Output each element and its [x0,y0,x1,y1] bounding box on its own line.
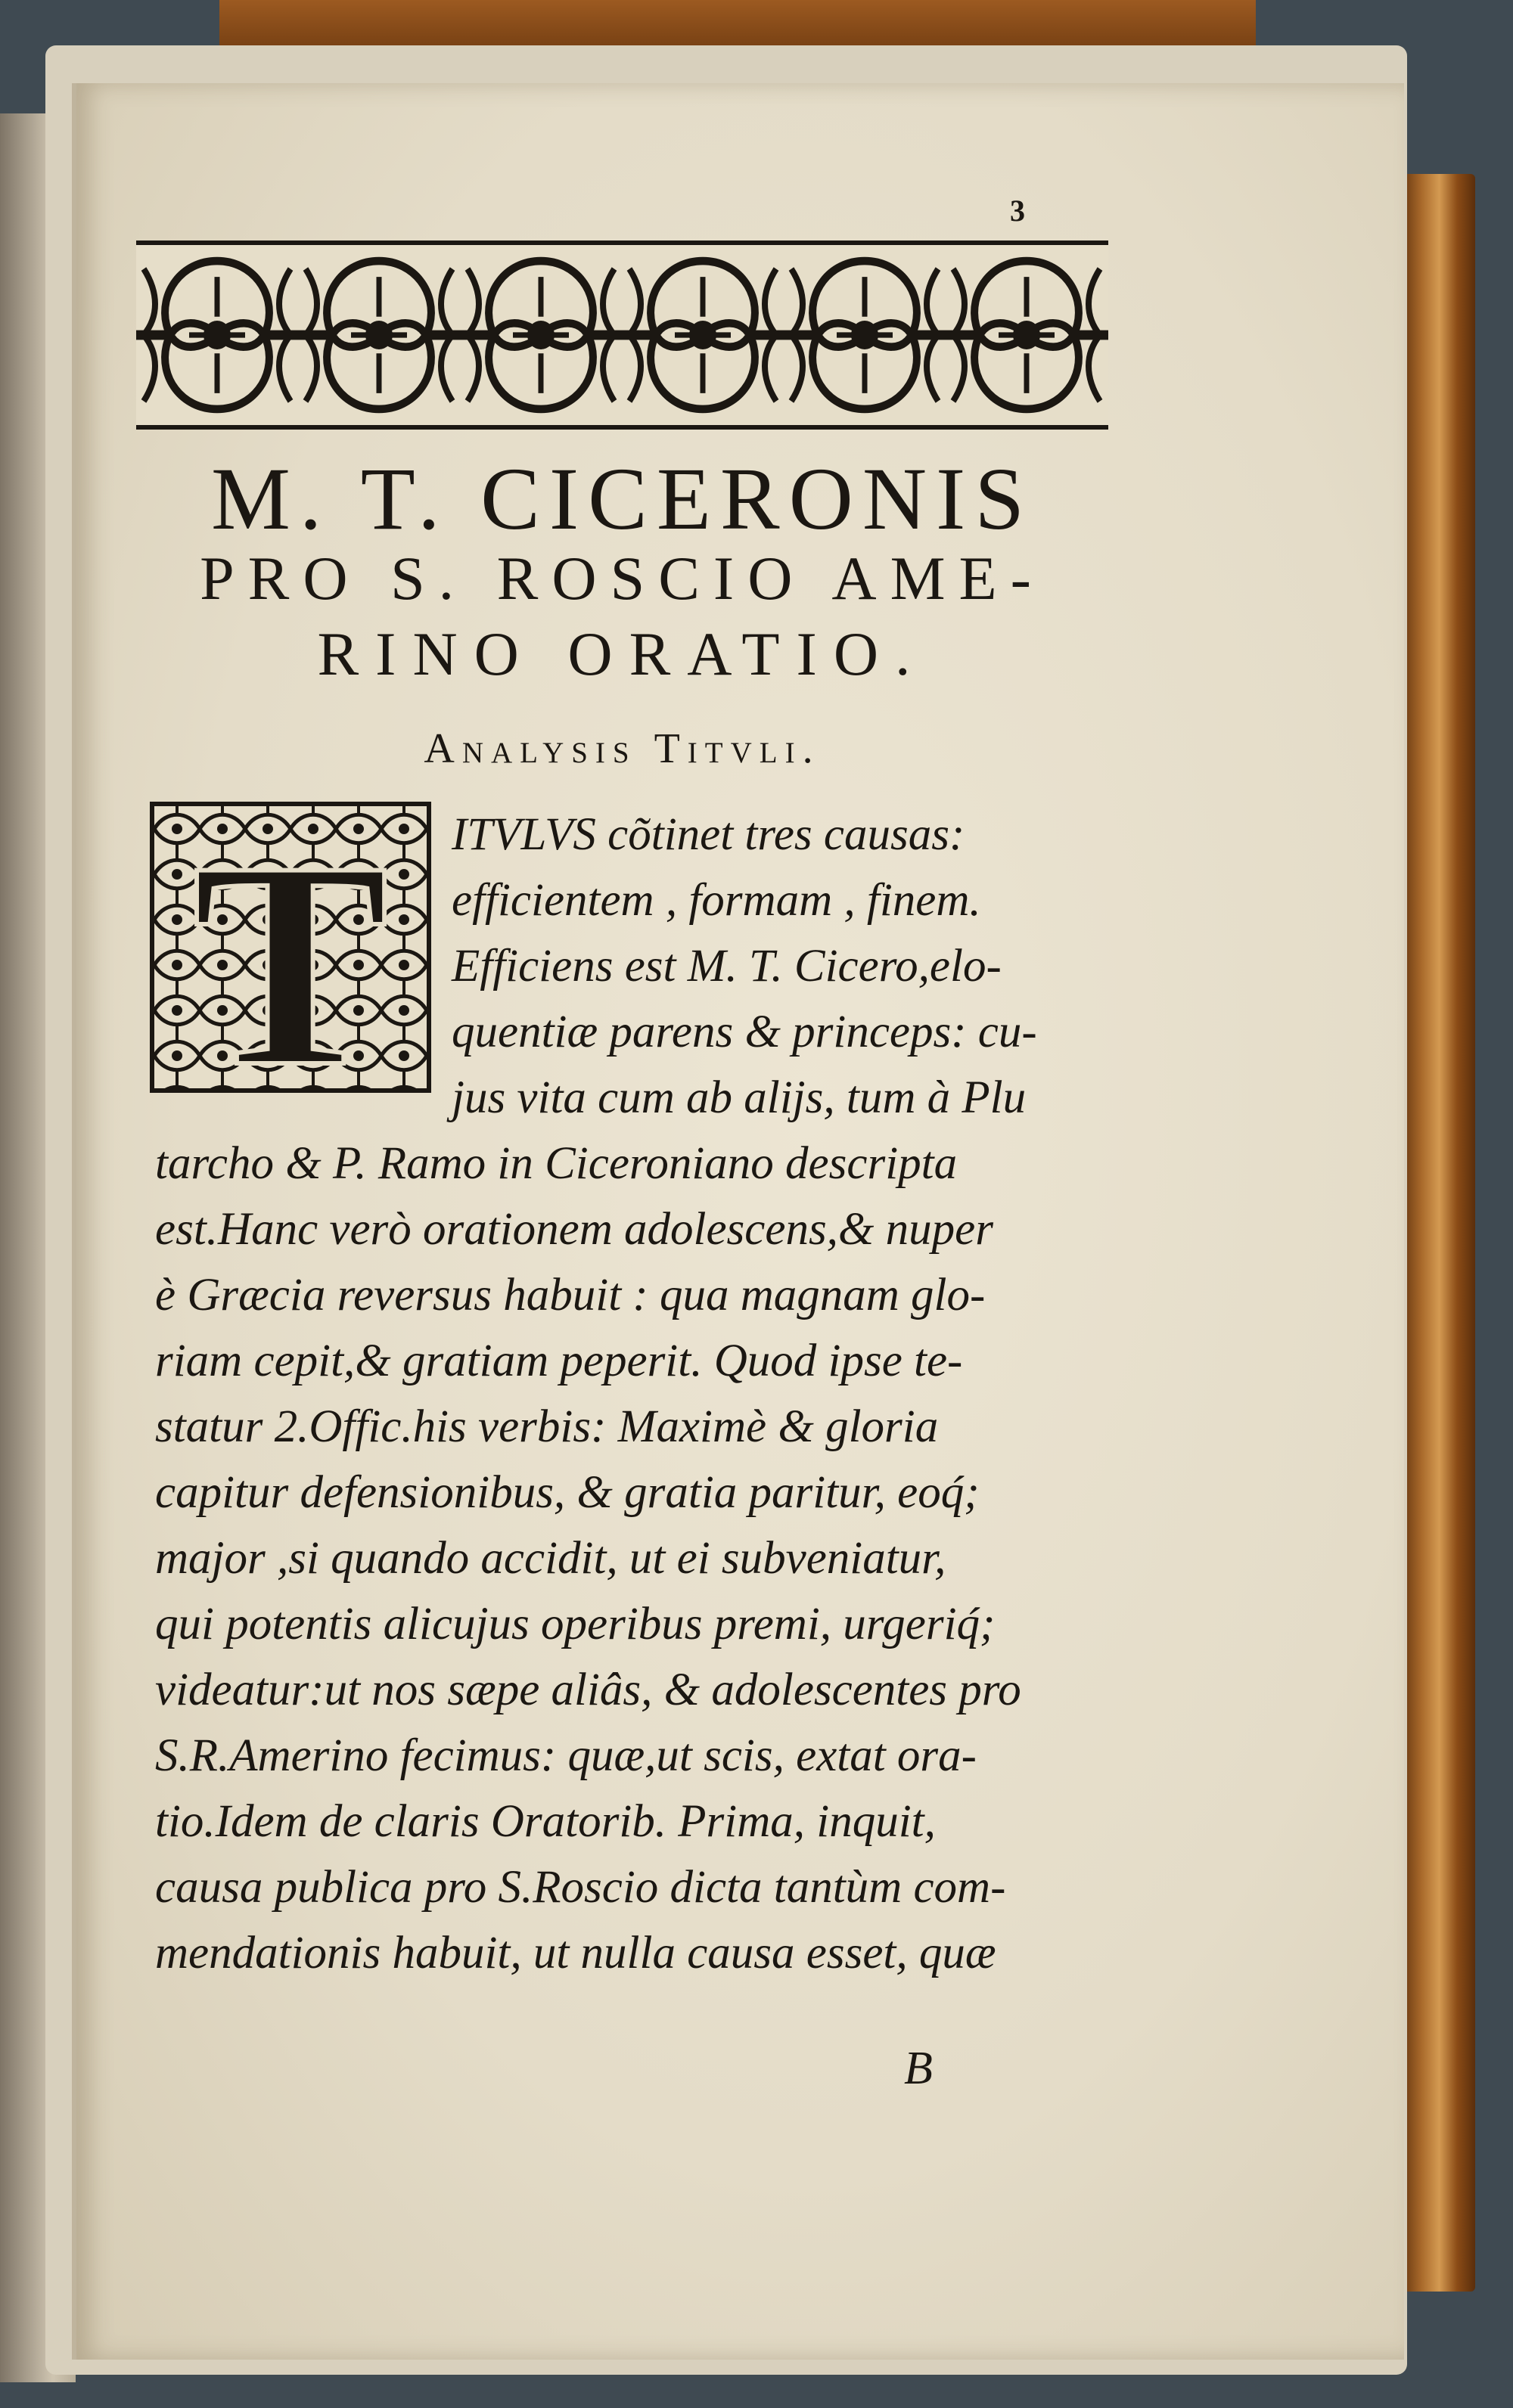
book-cover-right-edge [1403,174,1475,2292]
section-heading: Analysis Titvli. [424,725,821,772]
text-line: mendationis habuit, ut nulla causa esset, quæ [155,1928,996,1978]
ornament-pattern [136,245,1108,425]
text-line: S.R.Amerino fecimus: quæ,ut scis, extat ora- [155,1730,977,1781]
text-line: tarcho & P. Ramo in Ciceroniano descripta [155,1138,958,1189]
headpiece-ornament [136,240,1108,430]
title-line-2: PRO S. ROSCIO AME- [200,544,1045,613]
text-line: causa publica pro S.Roscio dicta tantùm com- [155,1862,1006,1913]
text-line: statur 2.Offic.his verbis: Maximè & gloria [155,1401,939,1452]
catchword: B [904,2043,933,2094]
text-line: jus vita cum ab alijs, tum à Plu [452,1072,1027,1123]
text-line: efficientem , formam , finem. [452,875,981,926]
text-line: è Græcia reversus habuit : qua magnam glo- [155,1270,986,1320]
text-line: quentiæ parens & princeps: cu- [452,1007,1037,1057]
text-line: qui potentis alicujus operibus premi, urgeriq́; [155,1599,996,1649]
text-line: riam cepit,& gratiam peperit. Quod ipse te- [155,1336,963,1386]
text-line: ITVLVS cõtinet tres causas: [452,809,965,860]
dropcap-letter: T [191,806,390,1088]
text-line: est.Hanc verò orationem adolescens,& nuper [155,1204,993,1255]
text-line: Efficiens est M. T. Cicero,elo- [452,941,1002,991]
title-line-1: M. T. CICERONIS [211,449,1033,548]
signature-mark: 3 [1010,194,1025,228]
title-line-3: RINO ORATIO. [317,619,927,688]
text-line: major ,si quando accidit, ut ei subveniatur, [155,1533,946,1584]
text-line: capitur defensionibus, & gratia paritur, eoq́; [155,1467,980,1518]
body-text [155,802,1116,1986]
text-line: tio.Idem de claris Oratorib. Prima, inquit, [155,1796,936,1847]
text-line: videatur:ut nos sæpe aliâs, & adolescentes pro [155,1665,1021,1715]
